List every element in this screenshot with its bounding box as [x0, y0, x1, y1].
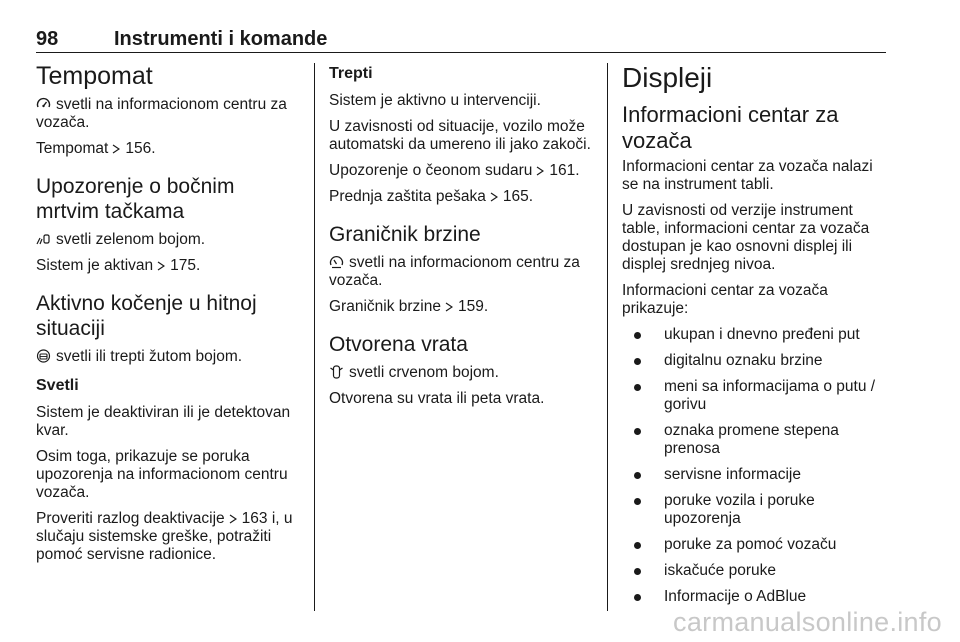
page-reference-icon — [112, 144, 120, 154]
subheading-svetli: Svetli — [36, 377, 79, 394]
list-item: oznaka promene stepena prenosa — [634, 422, 888, 458]
chapter-heading-displays: Displeji — [622, 62, 713, 93]
page-reference-icon — [229, 514, 237, 524]
column-1 — [36, 62, 302, 572]
dic-paragraph-1: Informacioni centar za vozača nalazi se na instrument tabli. — [622, 158, 873, 193]
list-item: meni sa informacijama o putu / gorivu — [634, 378, 888, 414]
list-item: servisne informacije — [634, 466, 888, 484]
speed-limiter-reference: Graničnik brzine 159. — [329, 298, 489, 315]
door-open-lit-paragraph: svetli crvenom bojom. — [329, 364, 595, 382]
forward-collision-reference: Upozorenje o čeonom sudaru 161. — [329, 162, 580, 179]
page-reference-icon — [490, 192, 498, 202]
column-2 — [329, 62, 595, 416]
list-item: poruke vozila i poruke upozorenja — [634, 492, 888, 528]
speed-limiter-icon — [329, 255, 344, 269]
speed-limiter-lit-paragraph: svetli na informacionom centru za vozača. — [329, 254, 580, 289]
column-3 — [622, 62, 888, 614]
section-heading-door-open: Otvorena vrata — [329, 333, 468, 356]
door-open-paragraph: Otvorena su vrata ili peta vrata. — [329, 390, 545, 407]
tempomat-reference: Tempomat 156. — [36, 140, 156, 157]
list-item: poruke za pomoć vozaču — [634, 536, 888, 554]
page-header — [36, 28, 886, 52]
braking-lit-paragraph: svetli ili trepti žutom bojom. — [36, 348, 302, 366]
blind-spot-lit-paragraph: svetli zelenom bojom. — [36, 231, 302, 249]
watermark: carmanualsonline.info — [673, 607, 942, 637]
column-divider-1 — [314, 63, 315, 611]
pedestrian-protection-reference: Prednja zaštita pešaka 165. — [329, 188, 533, 205]
running-title: Instrumenti i komande — [114, 28, 328, 50]
trepti-paragraph-1: Sistem je aktivno u intervenciji. — [329, 92, 541, 109]
door-open-icon — [329, 365, 344, 379]
cruise-control-icon — [36, 97, 51, 111]
column-divider-2 — [607, 63, 608, 611]
list-item: iskačuće poruke — [634, 562, 888, 580]
section-heading-driver-information-center: Informacioni centar za vozača — [622, 102, 839, 153]
dic-paragraph-2: U zavisnosti od verzije instrument table, informacioni centar za vozača dostupan je kao osnovni displej ili displej srednjeg nivoa. — [622, 202, 870, 273]
header-rule — [36, 52, 886, 53]
blind-spot-warning-icon — [36, 232, 51, 246]
list-item: ukupan i dnevno pređeni put — [634, 326, 888, 344]
page-number: 98 — [36, 28, 59, 50]
section-heading-tempomat: Tempomat — [36, 62, 153, 90]
dic-paragraph-3: Informacioni centar za vozača prikazuje: — [622, 282, 828, 317]
tempomat-lit-paragraph: svetli na informacionom centru za vozača. — [36, 96, 287, 131]
svetli-paragraph-2: Osim toga, prikazuje se poruka upozorenja na informacionom centru vozača. — [36, 448, 288, 501]
section-heading-blind-spot: Upozorenje o bočnim mrtvim tačkama — [36, 175, 235, 223]
dic-feature-list — [622, 326, 888, 606]
section-heading-speed-limiter: Graničnik brzine — [329, 223, 481, 246]
subheading-trepti: Trepti — [329, 65, 373, 82]
section-heading-emergency-braking: Aktivno kočenje u hitnoj situaciji — [36, 292, 257, 340]
page-reference-icon — [157, 261, 165, 271]
svetli-paragraph-3: Proveriti razlog deaktivacije 163 i, u slučaju sistemske greške, potražiti pomoć servisne radionice. — [36, 510, 293, 563]
trepti-paragraph-2: U zavisnosti od situacije, vozilo može automatski da umereno ili jako zakoči. — [329, 118, 591, 153]
page-reference-icon — [445, 302, 453, 312]
page-reference-icon — [536, 166, 544, 176]
emergency-braking-icon — [36, 349, 51, 363]
blind-spot-reference: Sistem je aktivan 175. — [36, 257, 201, 274]
svetli-paragraph-1: Sistem je deaktiviran ili je detektovan kvar. — [36, 404, 291, 439]
list-item: digitalnu oznaku brzine — [634, 352, 888, 370]
list-item: Informacije o AdBlue — [634, 588, 888, 606]
